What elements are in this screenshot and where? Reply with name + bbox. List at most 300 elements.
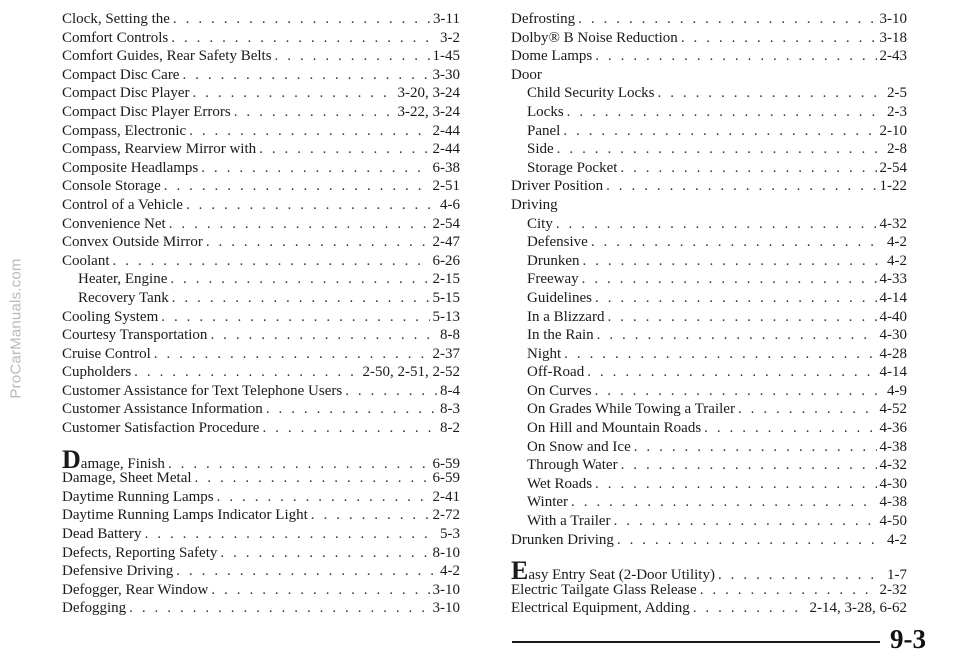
dot-leader	[583, 252, 885, 271]
index-subentry	[511, 270, 907, 289]
dot-leader	[206, 233, 430, 252]
dot-leader	[607, 308, 876, 327]
entry-pages: 3-10	[432, 600, 460, 617]
index-subentry	[511, 493, 907, 512]
entry-label	[62, 159, 198, 178]
entry-label	[62, 469, 192, 488]
entry-label	[62, 599, 126, 618]
index-subentry	[511, 140, 907, 159]
entry-label-text: Drunken	[527, 252, 580, 269]
dot-leader	[211, 581, 429, 600]
entry-label-text: Defogger, Rear Window	[62, 581, 209, 598]
index-subentry	[511, 419, 907, 438]
index-subentry	[511, 456, 907, 475]
index-entry	[62, 444, 460, 474]
index-entry	[62, 525, 460, 544]
entry-label-text: City	[527, 215, 553, 232]
index-subentry	[511, 475, 907, 494]
index-entry	[511, 177, 907, 196]
index-entry	[62, 581, 460, 600]
dot-leader	[189, 122, 429, 141]
index-entry	[62, 215, 460, 234]
entry-pages: 2-54	[432, 215, 460, 232]
index-subentry	[511, 289, 907, 308]
entry-label	[78, 289, 169, 308]
entry-label-text: On Hill and Mountain Roads	[527, 420, 702, 437]
entry-label-text: Defrosting	[511, 11, 576, 27]
entry-label	[62, 233, 203, 252]
entry-label-text: Driver Position	[511, 178, 604, 195]
entry-label	[62, 581, 208, 600]
entry-pages: 3-30	[432, 66, 460, 83]
dot-leader	[617, 531, 884, 550]
index-entry	[62, 345, 460, 364]
dot-leader	[567, 103, 884, 122]
entry-label-text: In the Rain	[527, 327, 594, 344]
index-subentry	[511, 438, 907, 457]
dot-leader	[345, 382, 437, 401]
entry-label	[527, 103, 564, 122]
index-entry	[62, 469, 460, 488]
entry-label-text: On Snow and Ice	[527, 438, 631, 455]
dot-leader	[220, 544, 429, 563]
entry-label-text: Dead Battery	[62, 526, 142, 543]
entry-label	[527, 382, 592, 401]
entry-label	[62, 544, 217, 563]
dot-leader	[738, 400, 877, 419]
index-entry	[62, 47, 460, 66]
entry-label-text: With a Trailer	[527, 513, 611, 530]
entry-pages: 5-15	[432, 289, 460, 306]
index-subentry	[511, 382, 907, 401]
dot-leader	[556, 215, 877, 234]
entry-pages: 2-32	[879, 581, 907, 598]
entry-label-text: Control of a Vehicle	[62, 196, 183, 213]
entry-label-text: Recovery Tank	[78, 289, 169, 306]
section-initial: D	[62, 444, 81, 474]
index-subentry	[511, 345, 907, 364]
index-entry	[62, 140, 460, 159]
entry-pages: 2-43	[879, 48, 907, 65]
entry-label-text: Customer Assistance Information	[62, 401, 263, 418]
dot-leader	[176, 562, 437, 581]
entry-label	[527, 512, 611, 531]
entry-label-text: Console Storage	[62, 178, 161, 195]
entry-label	[527, 233, 588, 252]
index-subentry	[511, 252, 907, 271]
index-entry	[62, 66, 460, 85]
dot-leader	[129, 599, 429, 618]
index-entry	[62, 488, 460, 507]
entry-pages: 4-2	[887, 234, 907, 251]
entry-label	[527, 419, 701, 438]
entry-label	[62, 196, 183, 215]
index-entry	[62, 10, 460, 29]
index-heading: Door	[511, 66, 542, 83]
entry-pages: 2-37	[432, 345, 460, 362]
entry-label-text: In a Blizzard	[527, 308, 605, 325]
dot-leader	[595, 382, 884, 401]
entry-pages: 3-2	[440, 29, 460, 46]
dot-leader	[587, 363, 876, 382]
entry-label-text: Guidelines	[527, 289, 592, 306]
entry-label-text: Off-Road	[527, 364, 585, 381]
entry-label-text: Defogging	[62, 600, 127, 617]
dot-leader	[597, 326, 877, 345]
entry-label	[62, 326, 207, 345]
entry-pages: 2-54	[879, 159, 907, 176]
dot-leader	[164, 177, 430, 196]
dot-leader	[266, 400, 437, 419]
entry-label-text: Freeway	[527, 271, 579, 288]
index-entry	[62, 562, 460, 581]
index-subentry	[511, 103, 907, 122]
entry-pages: 2-44	[432, 141, 460, 158]
entry-pages: 4-38	[879, 494, 907, 511]
dot-leader	[700, 581, 877, 600]
entry-label-text: Storage Pocket	[527, 159, 618, 176]
entry-label-text: Daytime Running Lamps	[62, 488, 214, 505]
entry-pages: 6-59	[432, 470, 460, 487]
index-entry	[62, 159, 460, 178]
dot-leader	[595, 475, 876, 494]
entry-label-text: Locks	[527, 103, 564, 120]
entry-pages: 2-8	[887, 141, 907, 158]
entry-label	[527, 270, 579, 289]
dot-leader	[595, 289, 877, 308]
index-entry	[62, 400, 460, 419]
entry-label-text: Dome Lamps	[511, 48, 593, 65]
entry-pages: 6-59	[432, 455, 460, 472]
section-gap	[511, 549, 907, 562]
dot-leader	[606, 177, 876, 196]
entry-label	[62, 84, 189, 103]
entry-label	[511, 599, 690, 618]
dot-leader	[563, 122, 876, 141]
entry-pages: 8-4	[440, 382, 460, 399]
dot-leader	[161, 308, 429, 327]
entry-pages: 3-22, 3-24	[397, 103, 460, 120]
entry-label-text: Wet Roads	[527, 475, 593, 492]
entry-label-text: Cooling System	[62, 308, 159, 325]
index-subentry	[511, 215, 907, 234]
entry-label-text: asy Entry Seat (2-Door Utility)	[528, 567, 715, 584]
entry-label	[527, 326, 594, 345]
entry-label	[527, 475, 592, 494]
dot-leader	[134, 363, 359, 382]
section-initial: E	[511, 556, 529, 586]
entry-pages: 6-38	[432, 159, 460, 176]
entry-pages: 4-9	[887, 382, 907, 399]
entry-label	[62, 419, 259, 438]
dot-leader	[210, 326, 437, 345]
entry-label-text: Defensive Driving	[62, 563, 174, 580]
index-entry	[62, 363, 460, 382]
entry-pages: 4-33	[879, 271, 907, 288]
dot-leader	[113, 252, 430, 271]
dot-leader	[201, 159, 429, 178]
entry-pages: 2-5	[887, 85, 907, 102]
index-subentry	[511, 308, 907, 327]
dot-leader	[195, 469, 430, 488]
entry-label	[62, 47, 272, 66]
entry-label-text: Heater, Engine	[78, 271, 168, 288]
index-column-right	[511, 10, 907, 618]
entry-label-text: Customer Assistance for Text Telephone Users	[62, 382, 343, 399]
entry-label-text: Damage, Sheet Metal	[62, 470, 192, 487]
index-entry	[511, 581, 907, 600]
entry-label	[527, 400, 735, 419]
entry-pages: 4-30	[879, 327, 907, 344]
index-entry	[511, 47, 907, 66]
entry-label	[527, 122, 560, 141]
entry-label	[511, 177, 603, 196]
entry-label	[527, 363, 584, 382]
entry-label-text: Defensive	[527, 234, 588, 251]
entry-pages: 4-50	[879, 513, 907, 530]
entry-label	[62, 103, 231, 122]
index-entry	[62, 177, 460, 196]
index-entry	[511, 531, 907, 550]
entry-pages: 4-6	[440, 196, 460, 213]
index-subentry	[511, 84, 907, 103]
entry-pages: 2-15	[432, 271, 460, 288]
entry-label	[62, 66, 179, 85]
dot-leader	[311, 506, 430, 525]
entry-label	[62, 345, 151, 364]
dot-leader	[582, 270, 877, 289]
entry-label-text: Night	[527, 345, 562, 362]
entry-label	[527, 84, 655, 103]
dot-leader	[621, 456, 877, 475]
entry-pages: 2-41	[432, 488, 460, 505]
entry-pages: 8-10	[432, 544, 460, 561]
entry-pages: 4-2	[887, 252, 907, 269]
entry-pages: 2-72	[432, 507, 460, 524]
dot-leader	[614, 512, 877, 531]
entry-pages: 2-14, 3-28, 6-62	[809, 600, 907, 617]
entry-label-text: Courtesy Transportation	[62, 327, 208, 344]
entry-label-text: Cupholders	[62, 364, 132, 381]
index-subentry	[511, 326, 907, 345]
dot-leader	[234, 103, 395, 122]
entry-pages: 4-2	[887, 531, 907, 548]
dot-leader	[557, 140, 884, 159]
index-entry	[62, 326, 460, 345]
entry-label	[511, 29, 678, 48]
entry-pages: 5-3	[440, 526, 460, 543]
index-entry	[62, 252, 460, 271]
entry-label	[527, 159, 617, 178]
dot-leader	[182, 66, 429, 85]
dot-leader	[145, 525, 437, 544]
dot-leader	[259, 140, 429, 159]
entry-label	[527, 308, 604, 327]
entry-pages: 4-40	[879, 308, 907, 325]
page-number: 9-3	[890, 624, 926, 654]
watermark	[4, 0, 28, 657]
entry-pages: 1-7	[887, 567, 907, 584]
entry-label-text: Convenience Net	[62, 215, 166, 232]
entry-label-text: Daytime Running Lamps Indicator Light	[62, 507, 308, 524]
entry-label-text: Comfort Controls	[62, 29, 169, 46]
entry-pages: 4-14	[879, 289, 907, 306]
entry-label	[62, 215, 166, 234]
index-entry	[62, 544, 460, 563]
entry-pages: 1-45	[432, 48, 460, 65]
entry-pages: 4-2	[440, 563, 460, 580]
dot-leader	[634, 438, 877, 457]
entry-pages: 2-10	[879, 122, 907, 139]
entry-label	[78, 270, 167, 289]
dot-leader	[571, 493, 876, 512]
index-entry	[511, 556, 907, 586]
entry-label-text: Compass, Electronic	[62, 122, 187, 139]
index-entry	[62, 103, 460, 122]
index-entry	[62, 196, 460, 215]
entry-label	[527, 289, 592, 308]
index-entry	[62, 122, 460, 141]
dot-leader	[620, 159, 876, 178]
entry-pages: 2-44	[432, 122, 460, 139]
entry-pages: 8-3	[440, 401, 460, 418]
index-entry	[511, 599, 907, 618]
entry-pages: 8-2	[440, 420, 460, 437]
dot-leader	[658, 84, 885, 103]
dot-leader	[275, 47, 430, 66]
entry-pages: 3-10	[432, 581, 460, 598]
entry-label	[62, 122, 186, 141]
index-subentry	[511, 159, 907, 178]
entry-pages: 8-8	[440, 327, 460, 344]
index-entry	[62, 308, 460, 327]
entry-label-text: Through Water	[527, 457, 618, 474]
entry-pages: 2-50, 2-51, 2-52	[362, 364, 460, 381]
index-column-left	[62, 10, 460, 618]
entry-label	[62, 308, 158, 327]
entry-label-text: On Curves	[527, 382, 592, 399]
entry-label	[527, 215, 553, 234]
entry-label-text: amage, Finish	[80, 455, 165, 472]
index-entry	[511, 10, 907, 29]
dot-leader	[154, 345, 430, 364]
entry-label-text: On Grades While Towing a Trailer	[527, 401, 735, 418]
index-heading: Driving	[511, 196, 558, 213]
index-entry	[62, 599, 460, 618]
entry-label	[62, 140, 256, 159]
entry-pages: 3-18	[879, 29, 907, 46]
dot-leader	[217, 488, 430, 507]
dot-leader	[595, 47, 876, 66]
entry-pages: 4-32	[879, 215, 907, 232]
entry-label-text: Cruise Control	[62, 345, 151, 362]
entry-label	[62, 382, 342, 401]
dot-leader	[186, 196, 437, 215]
entry-pages: 4-38	[879, 438, 907, 455]
watermark-text: ProCarManuals.com	[7, 258, 25, 399]
index-entry	[62, 382, 460, 401]
entry-label	[62, 177, 161, 196]
dot-leader	[262, 419, 437, 438]
entry-pages: 4-52	[879, 401, 907, 418]
dot-leader	[170, 270, 429, 289]
index-subentry	[511, 233, 907, 252]
dot-leader	[681, 29, 877, 48]
entry-label	[62, 525, 142, 544]
entry-label-text: Compact Disc Care	[62, 66, 180, 83]
entry-label-text: Electrical Equipment, Adding	[511, 600, 690, 617]
entry-label-text: Convex Outside Mirror	[62, 234, 203, 251]
index-subentry	[62, 289, 460, 308]
entry-label	[62, 252, 110, 271]
section-gap	[62, 438, 460, 451]
dot-leader	[704, 419, 876, 438]
entry-label-text: Dolby® B Noise Reduction	[511, 29, 678, 46]
entry-pages: 3-10	[879, 11, 907, 27]
entry-pages: 4-28	[879, 345, 907, 362]
entry-label-text: Compact Disc Player Errors	[62, 103, 231, 120]
index-subentry	[511, 400, 907, 419]
index-subentry	[511, 363, 907, 382]
index-entry	[62, 419, 460, 438]
entry-pages: 3-11	[433, 11, 460, 27]
entry-label	[511, 47, 592, 66]
entry-label	[62, 400, 263, 419]
entry-label-text: Clock, Setting the	[62, 11, 170, 27]
entry-label	[62, 29, 168, 48]
entry-label	[62, 10, 170, 29]
entry-pages: 4-36	[879, 420, 907, 437]
entry-label	[527, 456, 618, 475]
dot-leader	[693, 599, 807, 618]
entry-label	[527, 140, 554, 159]
entry-label	[527, 493, 568, 512]
entry-label-text: Composite Headlamps	[62, 159, 199, 176]
dot-leader	[172, 289, 430, 308]
entry-label	[511, 581, 697, 600]
entry-pages: 2-3	[887, 103, 907, 120]
entry-label	[62, 488, 214, 507]
dot-leader	[564, 345, 876, 364]
entry-pages: 4-32	[879, 457, 907, 474]
entry-label-text: Electric Tailgate Glass Release	[511, 581, 697, 598]
entry-pages: 5-13	[432, 308, 460, 325]
entry-label	[62, 506, 308, 525]
footer-rule	[512, 641, 880, 643]
entry-label	[511, 531, 614, 550]
index-subentry	[62, 270, 460, 289]
entry-pages: 1-22	[879, 178, 907, 195]
index-entry	[511, 29, 907, 48]
entry-pages: 6-26	[432, 252, 460, 269]
entry-pages: 4-30	[879, 475, 907, 492]
entry-label-text: Child Security Locks	[527, 85, 655, 102]
index-entry	[62, 233, 460, 252]
entry-label-text: Drunken Driving	[511, 531, 614, 548]
dot-leader	[171, 29, 437, 48]
entry-label-text: Defects, Reporting Safety	[62, 544, 218, 561]
entry-label-text: Coolant	[62, 252, 110, 269]
dot-leader	[192, 84, 394, 103]
entry-label-text: Compact Disc Player	[62, 85, 190, 102]
index-entry	[62, 506, 460, 525]
index-entry	[62, 29, 460, 48]
entry-label-text: Compass, Rearview Mirror with	[62, 141, 257, 158]
entry-pages: 4-14	[879, 364, 907, 381]
entry-pages: 2-47	[432, 234, 460, 251]
index-entry	[62, 84, 460, 103]
entry-label	[527, 345, 561, 364]
